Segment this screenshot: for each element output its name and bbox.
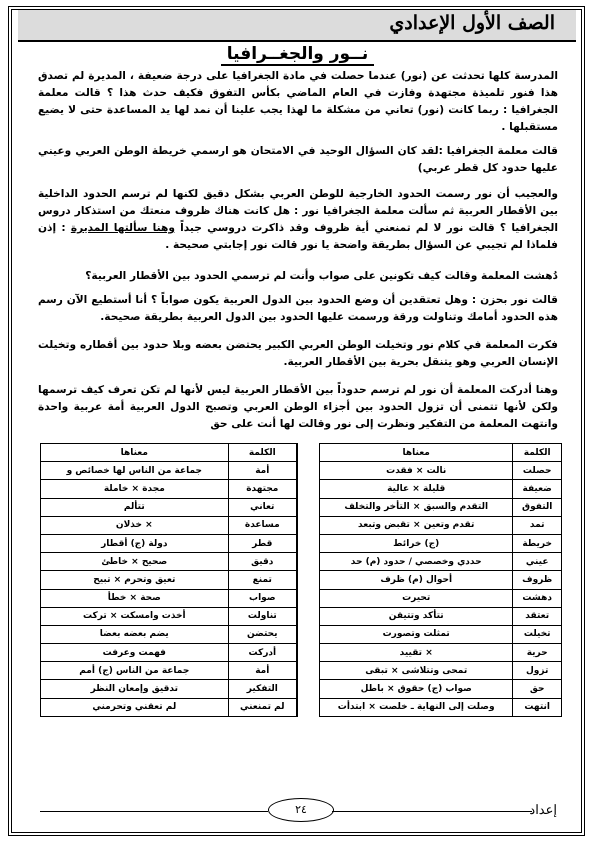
vocab-word: أمة <box>228 462 297 480</box>
vocab-meaning: تتألم <box>41 498 229 516</box>
prepared-by: إعداد <box>529 803 557 818</box>
footer-rule <box>332 811 532 812</box>
table-divider <box>297 516 320 534</box>
table-row <box>41 571 562 589</box>
table-divider <box>297 444 320 462</box>
table-divider <box>297 625 320 643</box>
vocab-meaning: أحوال (م) ظرف <box>320 571 513 589</box>
vocab-meaning: تمثلت وتصورت <box>320 625 513 643</box>
vocab-word: تناولت <box>228 607 297 625</box>
footer-rule <box>40 811 268 812</box>
vocab-meaning: حددي وخصصي / حدود (م) حد <box>320 553 513 571</box>
vocab-word: دهشت <box>513 589 562 607</box>
table-row <box>41 480 562 498</box>
lesson-title-text: نــور والجغــرافيا <box>221 44 374 66</box>
vocab-word: حرية <box>513 644 562 662</box>
paragraph-5: قالت نور بحزن : وهل تعتقدين أن وضع الحدود بين الدول العربية يكون صواباً ؟ أنا أستطيع الآن رسم هذه الحدود أمامك وتناولت ورقة ورسمت عليها الحدود بين الدول العربية بطريقة صحيحة. <box>38 294 558 323</box>
vocabulary-table <box>40 443 562 717</box>
vocab-word: التفكير <box>228 680 297 698</box>
vocab-word: أمة <box>228 662 297 680</box>
table-header-row <box>41 444 562 462</box>
table-row <box>41 553 562 571</box>
vocab-word: قطر <box>228 534 297 552</box>
table-row <box>41 607 562 625</box>
vocab-meaning: صحيح × خاطئ <box>41 553 229 571</box>
table-row <box>41 644 562 662</box>
vocab-word: حصلت <box>513 462 562 480</box>
table-divider <box>297 462 320 480</box>
underlined-phrase: وهنا سألتها المديرة <box>70 222 175 234</box>
vocab-meaning: وصلت إلى النهاية ـ خلصت × ابتدأت <box>320 698 513 716</box>
vocab-meaning: يضم بعضه بعضا <box>41 625 229 643</box>
table-divider <box>297 480 320 498</box>
vocab-word: لم تمنعني <box>228 698 297 716</box>
vocab-meaning: (ج) خرائط <box>320 534 513 552</box>
vocab-word: التفوق <box>513 498 562 516</box>
vocab-word: ضعيفة <box>513 480 562 498</box>
table-row <box>41 625 562 643</box>
lesson-title <box>0 44 595 64</box>
vocab-word: تزول <box>513 662 562 680</box>
vocab-meaning: × تقييد <box>320 644 513 662</box>
paragraph-7: وهنا أدركت المعلمة أن نور لم ترسم حدوداً بين الأقطار العربية ليس لأنها لم تكن تعرف كيف ترسمها ولكن لأنها تتمنى أن تزول الحدود بين أجزاء الوطن العربي وتصبح الدول العربية أمة عربية واحدة وانتهت المعلمة من التفكير ونظرت إلى نور وقالت لها أنت على حق <box>38 384 558 430</box>
vocab-meaning: صواب (ج) حقوق × باطل <box>320 680 513 698</box>
table-divider <box>297 498 320 516</box>
table-divider <box>297 607 320 625</box>
table-row <box>41 589 562 607</box>
table-divider <box>297 698 320 716</box>
vocab-word: تعتقد <box>513 607 562 625</box>
vocab-meaning: تمحى وتتلاشى × تبقى <box>320 662 513 680</box>
vocab-meaning: التقدم والسبق × التأخر والتخلف <box>320 498 513 516</box>
vocab-word: صواب <box>228 589 297 607</box>
header-word: الكلمة <box>513 444 562 462</box>
vocab-word: ظروف <box>513 571 562 589</box>
vocab-meaning: أخذت وامسكت × تركت <box>41 607 229 625</box>
table-divider <box>297 571 320 589</box>
vocab-word: عيني <box>513 553 562 571</box>
vocab-word: تمد <box>513 516 562 534</box>
grade-title: الصف الأول الإعدادي <box>389 12 555 34</box>
paragraph-6: فكرت المعلمة في كلام نور وتخيلت الوطن العربي الكبير يحتضن بعضه وبلا حدود بين أقطاره وتخيلت الإنسان العربي وهو يتنقل بحرية بين الأقطار العربية. <box>38 339 558 368</box>
table-divider <box>297 662 320 680</box>
table-row <box>41 534 562 552</box>
vocab-meaning: جماعة من الناس (ج) أمم <box>41 662 229 680</box>
vocab-meaning: جماعة من الناس لها خصائص و <box>41 462 229 480</box>
vocab-word: تخيلت <box>513 625 562 643</box>
vocab-meaning: تتأكد وتتيقن <box>320 607 513 625</box>
header-meaning: معناها <box>320 444 513 462</box>
table-divider <box>297 589 320 607</box>
header-meaning: معناها <box>41 444 229 462</box>
vocab-meaning: تعيق وتحرم × تبيح <box>41 571 229 589</box>
paragraph-3 <box>38 186 558 254</box>
vocab-meaning: × خذلان <box>41 516 229 534</box>
header-word: الكلمة <box>228 444 297 462</box>
vocab-word: تعاني <box>228 498 297 516</box>
table-divider <box>297 680 320 698</box>
paragraph-2: قالت معلمة الجغرافيا :لقد كان السؤال الوحيد في الامتحان هو ارسمي خريطة الوطن العربي وعيني عليها حدود كل قطر عربي) <box>38 145 558 174</box>
vocab-meaning: صحة × خطأ <box>41 589 229 607</box>
table-divider <box>297 534 320 552</box>
vocab-meaning: مجدة × خاملة <box>41 480 229 498</box>
vocab-meaning: فهمت وعرفت <box>41 644 229 662</box>
table-row <box>41 462 562 480</box>
vocab-meaning: قليلة × عالية <box>320 480 513 498</box>
vocab-word: حق <box>513 680 562 698</box>
vocab-meaning: تدقيق وإمعان النظر <box>41 680 229 698</box>
table-divider <box>297 553 320 571</box>
table-row <box>41 516 562 534</box>
table-row <box>41 698 562 716</box>
vocab-word: انتهت <box>513 698 562 716</box>
vocab-word: دقيق <box>228 553 297 571</box>
vocab-word: أدركت <box>228 644 297 662</box>
vocab-meaning: تقدم وتعين × تقبض وتبعد <box>320 516 513 534</box>
vocab-meaning: نالت × فقدت <box>320 462 513 480</box>
vocab-meaning: لم تعقني وتحرمني <box>41 698 229 716</box>
paragraph-3-text: والعجيب أن نور رسمت الحدود الخارجية للوطن العربي بشكل دقيق لكنها لم ترسم الحدود الداخلية بين الأقطار العربية ثم سألت معلمة الجغرافيا نور : هل كانت هناك ظروف منعتك من استذكار دروس الجغرافيا ؟ قالت نور لا لم تمنعني أية ظروف وقد ذاكرت دروسي جيداً وهنا سألتها المديرة : إذن فلماذا لم تجيبي عن السؤال بطريقة واضحة يا نور قالت نور إجابتي صحيحة . <box>38 188 558 251</box>
vocab-word: تمنع <box>228 571 297 589</box>
table-row <box>41 680 562 698</box>
page-number: ٢٤ <box>268 798 334 822</box>
table-divider <box>297 644 320 662</box>
vocab-word: مجتهدة <box>228 480 297 498</box>
vocab-word: مساعدة <box>228 516 297 534</box>
vocab-word: يحتضن <box>228 625 297 643</box>
paragraph-1: المدرسة كلها تحدثت عن (نور) عندما حصلت في مادة الجغرافيا على درجة ضعيفة ، المديرة لم تصدق هذا فنور تلميذة مجتهدة وفازت في العام الماضي بكأس التفوق فكيف حدث هذا ؟ قالت معلمة الجغرافيا : ربما كانت (نور) تعاني من مشكلة ما لهذا يجب علينا أن نمد لها يد المساعدة حتى لا يضيع مستقبلها . <box>38 70 558 133</box>
vocab-meaning: دولة (ج) أقطار <box>41 534 229 552</box>
vocab-meaning: تحيرت <box>320 589 513 607</box>
table-row <box>41 662 562 680</box>
table-row <box>41 498 562 516</box>
paragraph-4: دُهشت المعلمة وقالت كيف تكونين على صواب وأنت لم ترسمي الحدود بين الأقطار العربية؟ <box>85 270 558 282</box>
vocab-word: خريطة <box>513 534 562 552</box>
